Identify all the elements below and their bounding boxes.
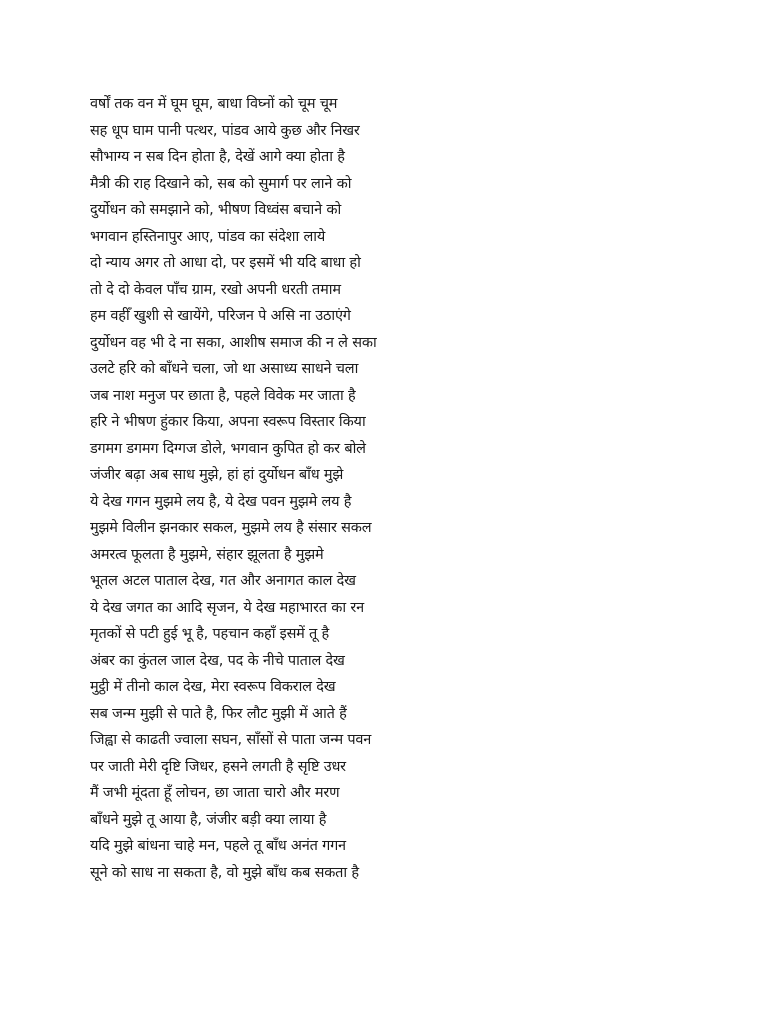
- poem-line: डगमग डगमग दिग्गज डोले, भगवान कुपित हो कर बोले: [90, 440, 366, 457]
- poem-line: सूने को साध ना सकता है, वो मुझे बाँध कब सकता है: [90, 864, 359, 881]
- poem-line: दो न्याय अगर तो आधा दो, पर इसमें भी यदि बाधा हो: [90, 255, 361, 271]
- poem-line: पर जाती मेरी दृष्टि जिधर, हसने लगती है सृष्टि उधर: [90, 758, 346, 775]
- poem-line: सह धूप घाम पानी पत्थर, पांडव आये कुछ और निखर: [90, 122, 360, 139]
- poem-line: जब नाश मनुज पर छाता है, पहले विवेक मर जाता है: [90, 387, 356, 404]
- poem-line: भगवान हस्तिनापुर आए, पांडव का संदेशा लाये: [90, 228, 326, 245]
- poem-line: अंबर का कुंतल जाल देख, पद के नीचे पाताल देख: [90, 652, 345, 669]
- poem-line: मुट्ठी में तीनो काल देख, मेरा स्वरूप विकराल देख: [90, 679, 336, 695]
- poem-text: [90, 91, 690, 886]
- poem-line: हरि ने भीषण हुंकार किया, अपना स्वरूप विस्तार किया: [90, 414, 366, 430]
- poem-line: दुर्योधन को समझाने को, भीषण विध्वंस बचाने को: [90, 202, 342, 218]
- poem-line: ये देख गगन मुझमे लय है, ये देख पवन मुझमे लय है: [90, 493, 352, 510]
- poem-line: उलटे हरि को बाँधने चला, जो था असाध्य साधने चला: [90, 361, 359, 377]
- poem-line: दुर्योधन वह भी दे ना सका, आशीष समाज की न ले सका: [90, 334, 377, 351]
- poem-line: वर्षों तक वन में घूम घूम, बाधा विघ्नों को चूम चूम: [90, 96, 338, 112]
- poem-line: जंजीर बढ़ा अब साध मुझे, हां हां दुर्योधन बाँध मुझे: [90, 467, 344, 483]
- poem-line: मृतकों से पटी हुई भू है, पहचान कहाँ इसमें तू है: [90, 626, 330, 642]
- poem-line: मैं जभी मूंदता हूँ लोचन, छा जाता चारो और मरण: [90, 785, 340, 801]
- poem-line: सब जन्म मुझी से पाते है, फिर लौट मुझी में आते हैं: [90, 705, 347, 722]
- poem-line: ये देख जगत का आदि सृजन, ये देख महाभारत का रन: [90, 599, 364, 616]
- poem-line: मैत्री की राह दिखाने को, सब को सुमार्ग पर लाने को: [90, 175, 352, 192]
- poem-line: बाँधने मुझे तू आया है, जंजीर बड़ी क्या लाया है: [90, 811, 327, 828]
- poem-line: मुझमे विलीन झनकार सकल, मुझमे लय है संसार सकल: [90, 520, 372, 536]
- poem-line: तो दे दो केवल पाँच ग्राम, रखो अपनी धरती तमाम: [90, 281, 341, 298]
- poem-line: जिह्वा से काढती ज्वाला सघन, साँसों से पाता जन्म पवन: [90, 732, 372, 748]
- poem-line: भूतल अटल पाताल देख, गत और अनागत काल देख: [90, 573, 356, 589]
- poem-line: हम वहीँ खुशी से खायेंगे, परिजन पे असि ना उठाएंगे: [90, 308, 351, 324]
- poem-line: अमरत्व फूलता है मुझमे, संहार झूलता है मुझमे: [90, 546, 324, 563]
- poem-line: सौभाग्य न सब दिन होता है, देखें आगे क्या होता है: [90, 149, 345, 165]
- poem-line: यदि मुझे बांधना चाहे मन, पहले तू बाँध अनंत गगन: [90, 838, 346, 854]
